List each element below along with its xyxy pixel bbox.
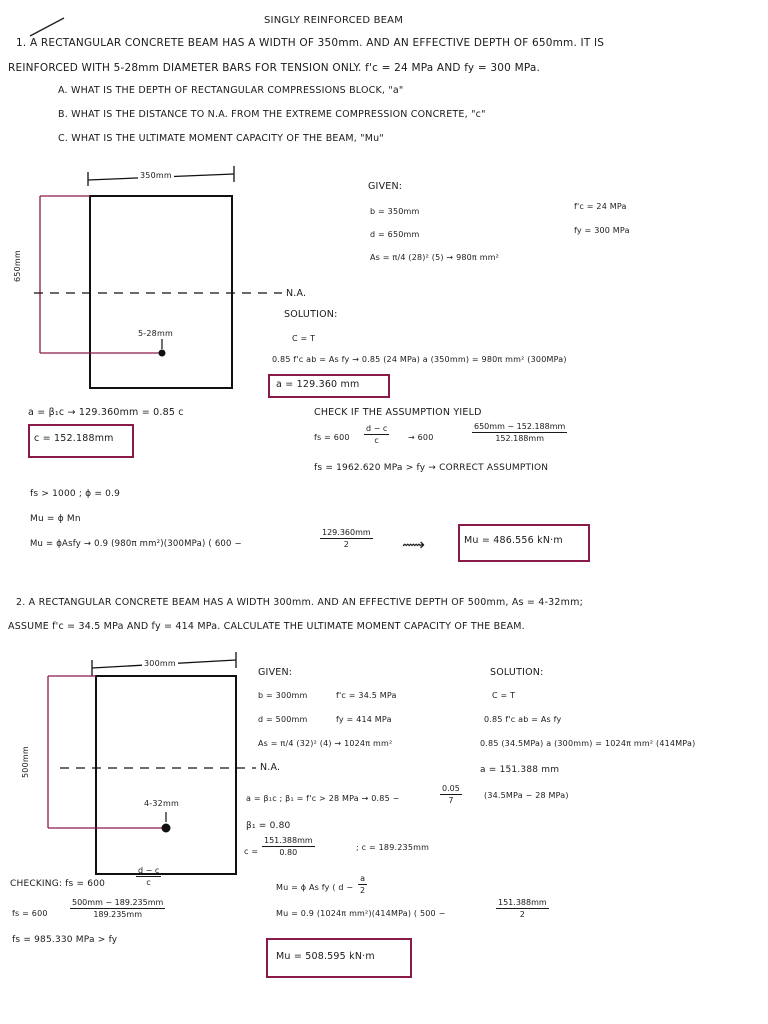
- beam-2-section: [96, 676, 236, 874]
- p1-answer-mu: Mu = 486.556 kN·m: [464, 535, 563, 546]
- beam-1-rebar: [159, 350, 166, 357]
- p1-question-a: A. WHAT IS THE DEPTH OF RECTANGULAR COMPRESSIONS BLOCK, "a": [58, 85, 404, 96]
- beam-2-figure: [48, 652, 259, 874]
- p2-given-fc: f'c = 34.5 MPa: [336, 691, 397, 700]
- p1-question-b: B. WHAT IS THE DISTANCE TO N.A. FROM THE EXTREME COMPRESSION CONCRETE, "c": [58, 109, 486, 120]
- p2-fig-width-label: 300mm: [144, 659, 176, 668]
- p2-given-b: b = 300mm: [258, 691, 308, 700]
- p2-c-fraction: $\frac{151.388mm}{0.80}$: [264, 836, 313, 858]
- p2-given-as: As = π/4 (32)² (4) → 1024π mm²: [258, 739, 393, 748]
- p1-c-relation: a = β₁c → 129.360mm = 0.85 c: [28, 407, 184, 418]
- p1-check-fs: fs = 600: [314, 433, 350, 442]
- p2-given-fy: fy = 414 MPa: [336, 715, 392, 724]
- p1-given-b: b = 350mm: [370, 207, 420, 216]
- p1-check-fraction-2: $\frac{650mm - 152.188mm}{152.188mm}$: [474, 422, 566, 444]
- p2-beta-relation: a = β₁c ; β₁ = f'c > 28 MPa → 0.85 −: [246, 794, 400, 803]
- p2-mu-fraction-2: $\frac{151.388mm}{2}$: [498, 898, 547, 920]
- p2-check-fraction: $\frac{d - c}{c}$: [138, 866, 160, 888]
- p1-phi: fs > 1000 ; ϕ = 0.9: [30, 489, 121, 499]
- p2-fig-depth-label: 500mm: [21, 746, 30, 778]
- p1-question-c: C. WHAT IS THE ULTIMATE MOMENT CAPACITY OF THE BEAM, "Mu": [58, 133, 384, 144]
- p2-fig-na-label: N.A.: [260, 762, 281, 773]
- p2-solution-a: a = 151.388 mm: [480, 765, 560, 775]
- p2-check-fs: fs = 600: [12, 909, 48, 918]
- p2-statement-line-2: ASSUME f'c = 34.5 MPa AND fy = 414 MPa. CALCULATE THE ULTIMATE MOMENT CAPACITY OF THE BEAM.: [8, 621, 525, 632]
- p2-mu-substitution: Mu = 0.9 (1024π mm²)(414MPa) ( 500 −: [276, 909, 446, 918]
- p1-given-heading: GIVEN:: [368, 181, 403, 192]
- p1-fig-na-label: N.A.: [286, 288, 307, 299]
- beam-1-figure: [34, 166, 282, 388]
- p1-check-result: fs = 1962.620 MPa > fy → CORRECT ASSUMPTION: [314, 463, 549, 473]
- p2-beta-bracket: (34.5MPa − 28 MPa): [484, 791, 569, 800]
- p1-solution-heading: SOLUTION:: [284, 309, 338, 320]
- p2-checking-heading: CHECKING: fs = 600: [10, 879, 106, 889]
- p1-mu-substitution: Mu = ϕAsfy → 0.9 (980π mm²)(300MPa) ( 600 −: [30, 539, 242, 549]
- p2-given-d: d = 500mm: [258, 715, 308, 724]
- beam-1-section: [90, 196, 232, 388]
- page-title: SINGLY REINFORCED BEAM: [264, 15, 404, 26]
- p1-answer-c: c = 152.188mm: [34, 433, 114, 444]
- p1-given-d: d = 650mm: [370, 230, 420, 239]
- p1-mu-tilde-arrow: ⟿: [402, 535, 426, 554]
- p2-solution-heading: SOLUTION:: [490, 667, 544, 678]
- p2-mu-fraction-1: $\frac{a}{2}$: [360, 874, 366, 896]
- p2-mu-formula: Mu = ϕ As fy ( d −: [276, 883, 354, 892]
- p1-solution-ct: C = T: [292, 334, 316, 343]
- p2-statement-line-1: 2. A RECTANGULAR CONCRETE BEAM HAS A WIDTH 300mm. AND AN EFFECTIVE DEPTH OF 500mm, As = 4-32mm;: [16, 597, 583, 608]
- p2-c-value: ; c = 189.235mm: [356, 843, 430, 852]
- p1-mu-fraction: $\frac{129.360mm}{2}$: [322, 528, 371, 550]
- p1-fig-width-label: 350mm: [140, 171, 172, 180]
- p2-given-heading: GIVEN:: [258, 667, 293, 678]
- p1-solution-equilibrium: 0.85 f'c ab = As fy → 0.85 (24 MPa) a (350mm) = 980π mm² (300MPa): [272, 355, 567, 364]
- p2-solution-eq-2: 0.85 (34.5MPa) a (300mm) = 1024π mm² (414MPa): [480, 739, 696, 748]
- p1-given-fy: fy = 300 MPa: [574, 226, 630, 235]
- p1-answer-a: a = 129.360 mm: [276, 379, 360, 390]
- p1-check-arrow: → 600: [408, 433, 434, 442]
- p1-statement-line-2: REINFORCED WITH 5-28mm DIAMETER BARS FOR TENSION ONLY. f'c = 24 MPa AND fy = 300 MPa.: [8, 62, 541, 74]
- p1-check-fraction: $\frac{d - c}{c}$: [366, 424, 388, 446]
- p2-check-result: fs = 985.330 MPa > fy: [12, 935, 118, 945]
- p1-mu-formula: Mu = ϕ Mn: [30, 514, 81, 524]
- beam-2-rebar: [162, 824, 171, 833]
- p2-beta-fraction: $\frac{0.05}{7}$: [442, 784, 460, 806]
- p2-check-fraction-2: $\frac{500mm - 189.235mm}{189.235mm}$: [72, 898, 164, 920]
- p1-statement-line-1: 1. A RECTANGULAR CONCRETE BEAM HAS A WIDTH OF 350mm. AND AN EFFECTIVE DEPTH OF 650mm. IT IS: [16, 37, 605, 49]
- p1-given-as: As = π/4 (28)² (5) → 980π mm²: [370, 253, 500, 262]
- p2-beta-value: β₁ = 0.80: [246, 821, 291, 831]
- p1-given-fc: f'c = 24 MPa: [574, 202, 627, 211]
- p2-answer-mu: Mu = 508.595 kN·m: [276, 951, 375, 962]
- p1-check-heading: CHECK IF THE ASSUMPTION YIELD: [314, 407, 482, 418]
- p2-solution-ct: C = T: [492, 691, 516, 700]
- corner-scribble: [30, 18, 64, 36]
- p2-solution-eq-1: 0.85 f'c ab = As fy: [484, 715, 562, 724]
- p2-c-label: c =: [244, 847, 259, 856]
- p1-fig-bars-label: 5-28mm: [138, 329, 173, 338]
- p1-fig-depth-label: 650mm: [13, 250, 22, 282]
- p2-fig-bars-label: 4-32mm: [144, 799, 179, 808]
